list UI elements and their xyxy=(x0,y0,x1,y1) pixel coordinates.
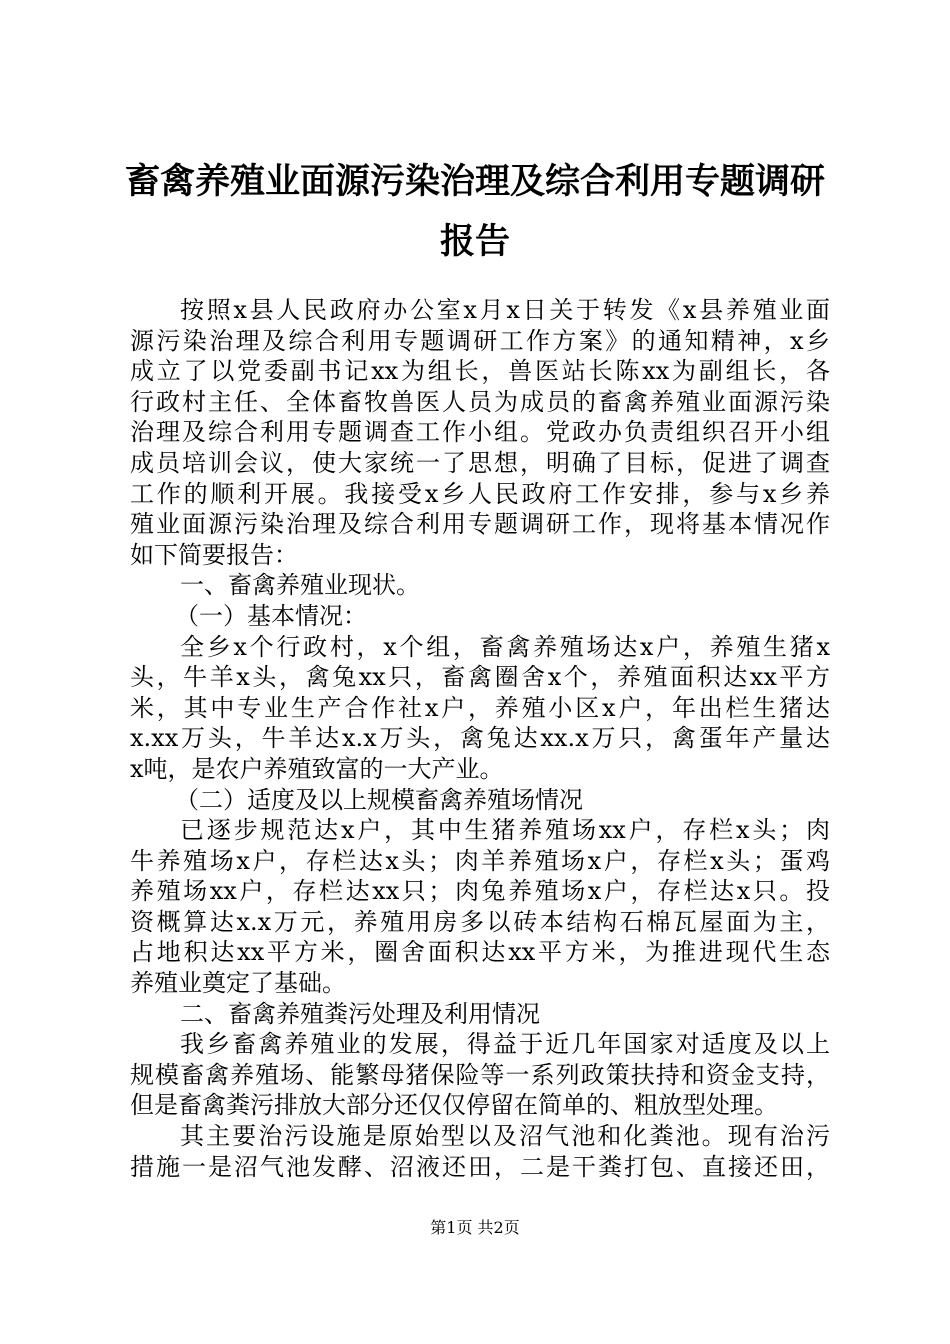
text-line: 牛养殖场x户，存栏达x头；肉羊养殖场x户，存栏x头；蛋鸡 xyxy=(130,846,830,875)
text-line: 养殖场xx户，存栏达xx只；肉兔养殖场x户，存栏达x只。投 xyxy=(130,877,830,906)
text-line: 资概算达x.x万元，养殖用房多以砖本结构石棉瓦屋面为主， xyxy=(130,907,830,936)
text-line: 一、畜禽养殖业现状。 xyxy=(180,571,420,600)
text-line: 全乡x个行政村，x个组，畜禽养殖场达x户，养殖生猪x xyxy=(180,632,830,661)
text-line: 按照x县人民政府办公室x月x日关于转发《x县养殖业面 xyxy=(180,296,830,324)
text-line: x吨，是农户养殖致富的一大产业。 xyxy=(130,754,504,783)
text-line: 措施一是沼气池发酵、沼液还田，二是干粪打包、直接还田， xyxy=(130,1152,830,1181)
text-line: 米，其中专业生产合作社x户，养殖小区x户，年出栏生猪达 xyxy=(130,693,830,722)
page-footer: 第1页 共2页 xyxy=(430,1218,520,1237)
text-line: 殖业面源污染治理及综合利用专题调研工作，现将基本情况作 xyxy=(130,510,830,539)
text-line: （一）基本情况： xyxy=(175,601,367,630)
text-line: 我乡畜禽养殖业的发展，得益于近几年国家对适度及以上 xyxy=(180,1030,830,1059)
text-line: 已逐步规范达x户，其中生猪养殖场xx户，存栏x头；肉 xyxy=(180,816,830,845)
text-line: 规模畜禽养殖场、能繁母猪保险等一系列政策扶持和资金支持， xyxy=(130,1060,830,1089)
document-title-line-2: 报告 xyxy=(439,221,510,262)
text-line: 行政村主任、全体畜牧兽医人员为成员的畜禽养殖业面源污染 xyxy=(130,387,830,416)
text-line: 成员培训会议，使大家统一了思想，明确了目标，促进了调查 xyxy=(130,448,830,477)
text-line: 头，牛羊x头，禽兔xx只，畜禽圈舍x个，养殖面积达xx平方 xyxy=(130,663,830,692)
text-line: x.xx万头，牛羊达x.x万头，禽兔达xx.x万只，禽蛋年产量达 xyxy=(130,724,830,753)
text-line: 二、畜禽养殖粪污处理及利用情况 xyxy=(180,999,540,1028)
text-line: 源污染治理及综合利用专题调研工作方案》的通知精神，x乡 xyxy=(130,326,830,355)
text-line: 养殖业奠定了基础。 xyxy=(130,969,346,998)
text-line: （二）适度及以上规模畜禽养殖场情况 xyxy=(175,785,583,814)
text-line: 工作的顺利开展。我接受x乡人民政府工作安排，参与x乡养 xyxy=(130,479,830,508)
text-line: 治理及综合利用专题调查工作小组。党政办负责组织召开小组 xyxy=(130,418,830,447)
document-title-line-1: 畜禽养殖业面源污染治理及综合利用专题调研 xyxy=(124,161,825,202)
text-line: 但是畜禽粪污排放大部分还仅仅停留在简单的、粗放型处理。 xyxy=(130,1091,778,1120)
text-line: 如下简要报告： xyxy=(130,540,298,569)
text-line: 占地积达xx平方米，圈舍面积达xx平方米，为推进现代生态 xyxy=(130,938,830,967)
document-body xyxy=(130,295,830,1182)
text-line: 其主要治污设施是原始型以及沼气池和化粪池。现有治污 xyxy=(180,1122,830,1151)
text-line: 成立了以党委副书记xx为组长，兽医站长陈xx为副组长，各 xyxy=(130,357,830,386)
